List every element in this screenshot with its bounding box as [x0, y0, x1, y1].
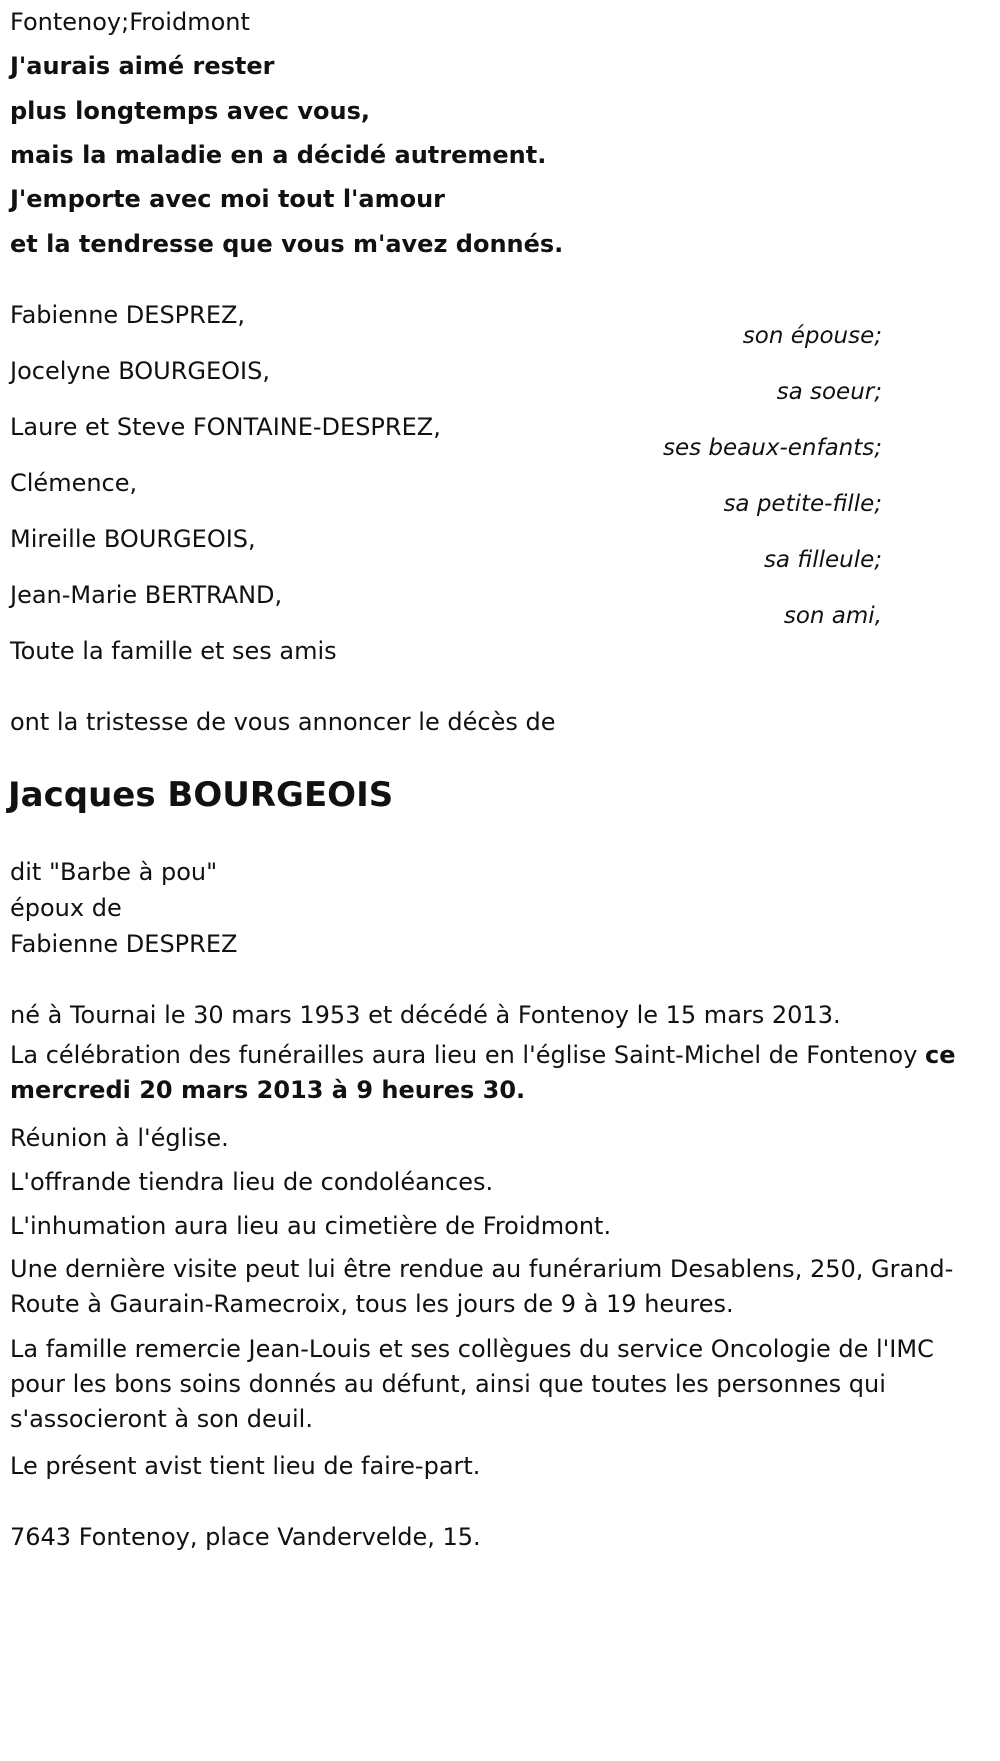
announcement-text: ont la tristesse de vous annoncer le décès de	[10, 708, 556, 736]
family-member-relation: son épouse;	[742, 323, 882, 349]
place-header: Fontenoy;Froidmont	[10, 8, 250, 36]
family-member-name: Laure et Steve FONTAINE-DESPREZ,	[10, 413, 441, 441]
funeral-text: La célébration des funérailles aura lieu en l'église Saint-Michel de Fontenoy	[10, 1041, 926, 1069]
poem-line-5: et la tendresse que vous m'avez donnés.	[10, 230, 564, 258]
family-member-relation: sa filleule;	[763, 547, 882, 573]
birth-death-text: né à Tournai le 30 mars 1953 et décédé à Fontenoy le 15 mars 2013.	[10, 1001, 841, 1029]
funeral-date: ce mercredi 20 mars 2013 à 9 heures 30.	[10, 1041, 956, 1104]
address-text: 7643 Fontenoy, place Vandervelde, 15.	[10, 1523, 481, 1551]
family-member-name: Toute la famille et ses amis	[10, 637, 337, 665]
family-member-relation: ses beaux-enfants;	[662, 435, 882, 461]
poem-line-2: plus longtemps avec vous,	[10, 97, 371, 125]
poem-line-3: mais la maladie en a décidé autrement.	[10, 141, 547, 169]
spouse-label: époux de	[10, 894, 122, 922]
poem-line-1: J'aurais aimé rester	[10, 52, 275, 80]
family-member-name: Fabienne DESPREZ,	[10, 301, 246, 329]
thanks-text: La famille remercie Jean-Louis et ses collègues du service Oncologie de l'IMC pour les bons soins donnés au défunt, ainsi que toutes les personnes qui s'associeront à son deuil.	[10, 1335, 934, 1433]
family-member-relation: sa soeur;	[776, 379, 882, 405]
family-member-name: Clémence,	[10, 469, 138, 497]
deceased-nickname: dit "Barbe à pou"	[10, 858, 218, 886]
spouse-name: Fabienne DESPREZ	[10, 930, 238, 958]
meeting-text: Réunion à l'église.	[10, 1124, 229, 1152]
family-member-relation: sa petite-fille;	[723, 491, 882, 517]
offering-text: L'offrande tiendra lieu de condoléances.	[10, 1168, 494, 1196]
notice-text: Le présent avist tient lieu de faire-part.	[10, 1452, 481, 1480]
family-member-name: Mireille BOURGEOIS,	[10, 525, 256, 553]
burial-text: L'inhumation aura lieu au cimetière de Froidmont.	[10, 1212, 612, 1240]
deceased-name: Jacques BOURGEOIS	[8, 775, 394, 815]
family-member-name: Jocelyne BOURGEOIS,	[10, 357, 270, 385]
family-member-name: Jean-Marie BERTRAND,	[10, 581, 283, 609]
funeral-paragraph	[10, 1038, 970, 1108]
poem-line-4: J'emporte avec moi tout l'amour	[10, 185, 446, 213]
family-member-relation: son ami,	[783, 603, 882, 629]
visit-text: Une dernière visite peut lui être rendue au funérarium Desablens, 250, Grand-Route à Gaurain-Ramecroix, tous les jours de 9 à 19 heures.	[10, 1255, 954, 1318]
